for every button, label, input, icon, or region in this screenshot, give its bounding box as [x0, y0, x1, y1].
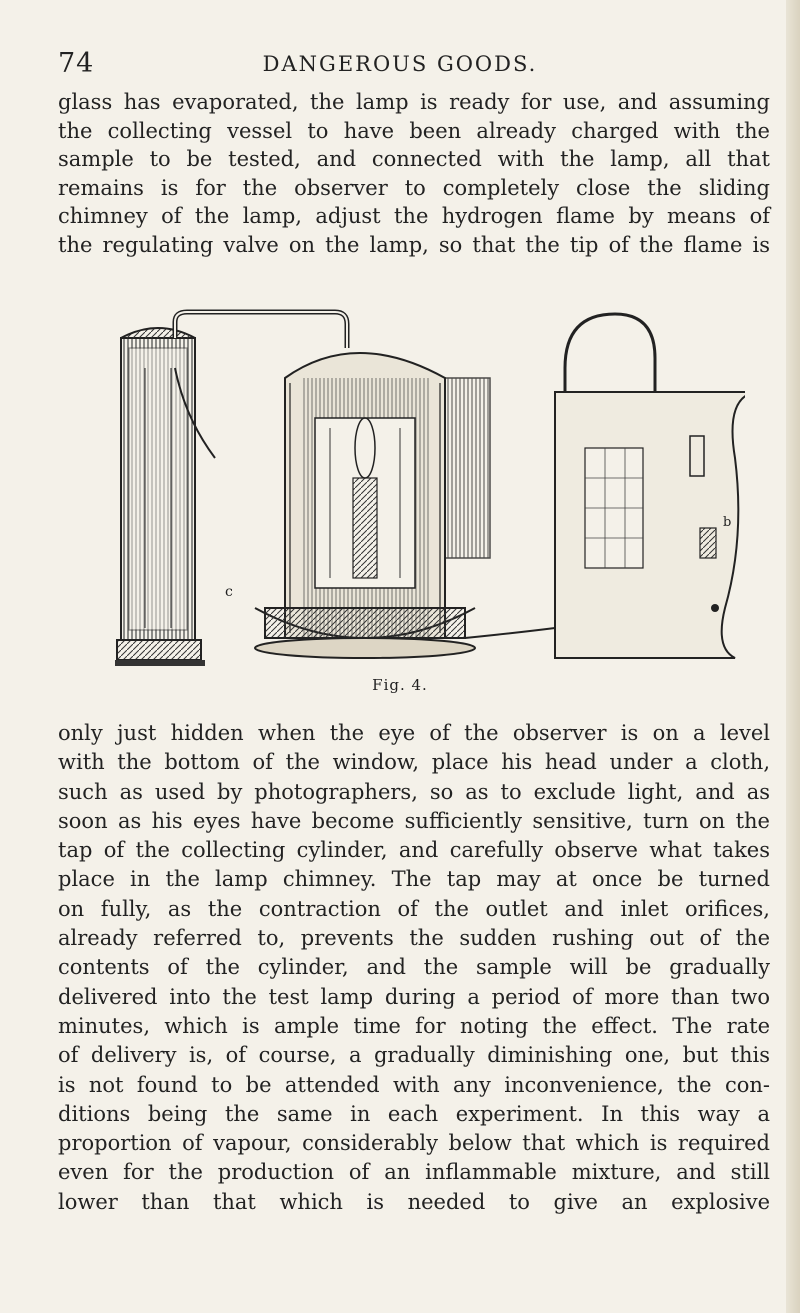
- apparatus-drawing: [115, 308, 745, 668]
- text-line: sample to be tested, and connected with the lamp, all that: [58, 147, 770, 172]
- label-c: c: [225, 584, 233, 600]
- paragraph-2: [58, 719, 770, 1217]
- text-line: minutes, which is ample time for noting the effect. The rate: [58, 1013, 770, 1038]
- text-line: delivered into the test lamp during a period of more than two: [58, 984, 770, 1009]
- text-line: only just hidden when the eye of the observer is on a level: [58, 721, 770, 745]
- text-line: tap of the collecting cylinder, and carefully observe what takes: [58, 838, 770, 863]
- text-line: lower than that which is needed to give an explosive: [58, 1189, 770, 1214]
- text-line: such as used by photographers, so as to exclude light, and as: [58, 779, 770, 804]
- text-line: on fully, as the contraction of the outlet and inlet orifices,: [58, 896, 770, 921]
- text-line: contents of the cylinder, and the sample will be gradually: [58, 955, 770, 980]
- hydrogen-supply-bag: [465, 314, 745, 658]
- text-line: the regulating valve on the lamp, so that the tip of the flame is: [58, 232, 770, 257]
- collecting-cylinder: [115, 328, 205, 666]
- text-line: with the bottom of the window, place his head under a cloth,: [58, 750, 770, 775]
- page-number: 74: [58, 48, 95, 79]
- text-line: glass has evaporated, the lamp is ready for use, and assuming: [58, 90, 770, 114]
- label-b: b: [723, 515, 732, 530]
- text-line: proportion of vapour, considerably below that which is required: [58, 1131, 770, 1156]
- test-lamp: [255, 353, 490, 658]
- text-line: even for the production of an inflammable mixture, and still: [58, 1160, 770, 1185]
- text-line: soon as his eyes have become sufficiently sensitive, turn on the: [58, 808, 770, 833]
- figure-4-apparatus-illustration: [115, 308, 745, 668]
- text-line: already referred to, prevents the sudden rushing out of the: [58, 926, 770, 951]
- page-edge-shadow: [786, 0, 800, 1313]
- running-head: DANGEROUS GOODS.: [262, 52, 538, 76]
- text-line: the collecting vessel to have been already charged with the: [58, 118, 770, 143]
- paragraph-1: [58, 88, 770, 260]
- figure-caption: Fig. 4.: [372, 676, 428, 694]
- text-line: of delivery is, of course, a gradually diminishing one, but this: [58, 1043, 770, 1068]
- text-line: ditions being the same in each experiment. In this way a: [58, 1101, 770, 1126]
- text-line: place in the lamp chimney. The tap may at once be turned: [58, 867, 770, 892]
- text-line: chimney of the lamp, adjust the hydrogen flame by means of: [58, 204, 770, 229]
- text-line: is not found to be attended with any inconvenience, the con-: [58, 1072, 770, 1097]
- text-line: remains is for the observer to completely close the sliding: [58, 175, 770, 200]
